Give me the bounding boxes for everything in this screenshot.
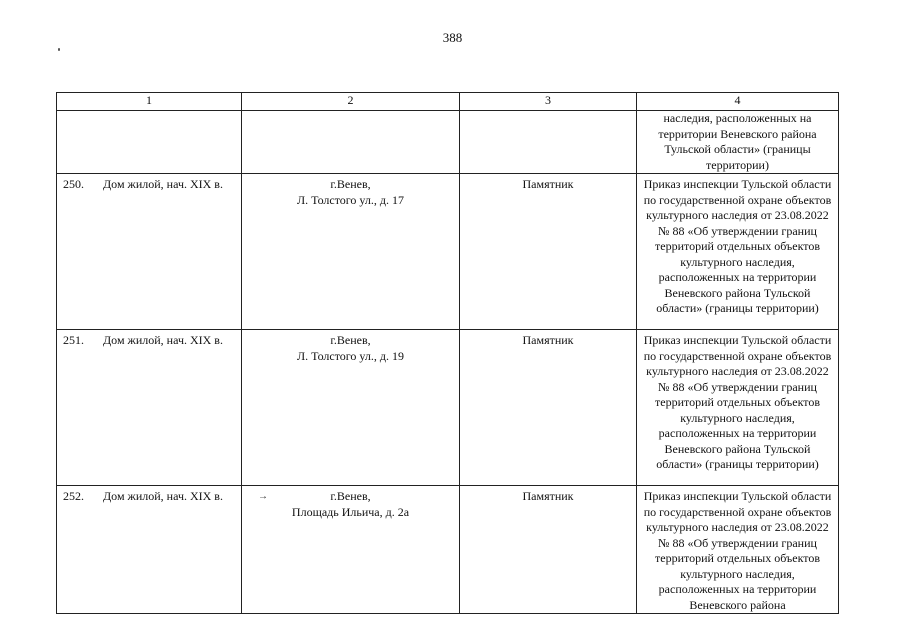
row-number: 250. bbox=[63, 177, 84, 191]
address-cell bbox=[242, 486, 460, 614]
row-number: 252. bbox=[63, 489, 84, 503]
category-cell: Памятник bbox=[460, 174, 637, 330]
continuation-row bbox=[57, 111, 839, 174]
object-name: Дом жилой, нач. XIX в. bbox=[103, 489, 223, 503]
row-number: 251. bbox=[63, 333, 84, 347]
object-name: Дом жилой, нач. XIX в. bbox=[103, 177, 223, 191]
address-street: Л. Толстого ул., д. 17 bbox=[297, 192, 404, 207]
address-city: г.Венев, bbox=[330, 333, 371, 347]
header-row bbox=[57, 93, 839, 111]
document-cell: Приказ инспекции Тульской области по государственной охране объектов культурного наследия от 23.08.2022 № 88 «Об утверждении границ территорий отдельных объектов культурного наследия, расположенных на территории Веневского района bbox=[637, 486, 839, 614]
continuation-cell-3 bbox=[460, 111, 637, 174]
column-header-2: 2 bbox=[242, 93, 460, 111]
category-cell: Памятник bbox=[460, 330, 637, 486]
table-row bbox=[57, 174, 839, 330]
column-header-1: 1 bbox=[57, 93, 242, 111]
continuation-cell-2 bbox=[242, 111, 460, 174]
document-cell: Приказ инспекции Тульской области по государственной охране объектов культурного наследия от 23.08.2022 № 88 «Об утверждении границ территорий отдельных объектов культурного наследия, расположенных на территории Веневского района Тульской области» (границы территории) bbox=[637, 174, 839, 330]
address-city: г.Венев, bbox=[330, 489, 371, 503]
object-name: Дом жилой, нач. XIX в. bbox=[103, 333, 223, 347]
address-city: г.Венев, bbox=[330, 177, 371, 191]
address-street: Л. Толстого ул., д. 19 bbox=[297, 348, 404, 363]
address-street: Площадь Ильича, д. 2а bbox=[291, 504, 410, 519]
address-cell bbox=[242, 174, 460, 330]
object-name-cell bbox=[57, 174, 242, 330]
continuation-cell-1 bbox=[57, 111, 242, 174]
column-header-3: 3 bbox=[460, 93, 637, 111]
address-cell bbox=[242, 330, 460, 486]
column-header-4: 4 bbox=[637, 93, 839, 111]
table-row bbox=[57, 330, 839, 486]
scan-speck bbox=[58, 48, 60, 51]
category-cell: Памятник bbox=[460, 486, 637, 614]
document-cell: Приказ инспекции Тульской области по государственной охране объектов культурного наследия от 23.08.2022 № 88 «Об утверждении границ территорий отдельных объектов культурного наследия, расположенных на территории Веневского района Тульской области» (границы территории) bbox=[637, 330, 839, 486]
object-name-cell bbox=[57, 330, 242, 486]
arrow-mark-icon: → bbox=[258, 491, 268, 502]
object-name-cell bbox=[57, 486, 242, 614]
page-number: 388 bbox=[442, 30, 463, 45]
heritage-registry-table bbox=[56, 92, 839, 614]
continuation-doc-text: наследия, расположенных на территории Веневского района Тульской области» (границы территории) bbox=[637, 111, 839, 174]
table-row bbox=[57, 486, 839, 614]
